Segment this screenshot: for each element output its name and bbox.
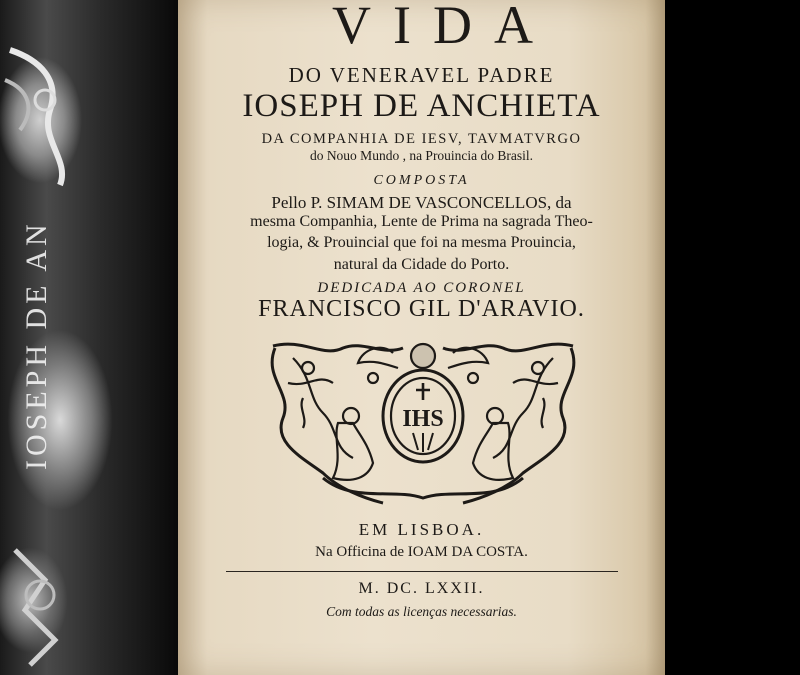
- author-line-2: mesma Companhia, Lente de Prima na sagrada Theo-: [250, 213, 593, 230]
- imprint-rule-divider: [226, 571, 618, 572]
- imprint-city: EM LISBOA.: [358, 520, 485, 539]
- author-line-1: Pello P. SIMAM DE VASCONCELLOS, da: [271, 193, 572, 212]
- imprint-printer: Na Officina de IOAM DA COSTA.: [315, 544, 528, 560]
- dedication-line-2: FRANCISCO GIL D'ARAVIO.: [258, 296, 585, 322]
- subtitle-line-1: DO VENERAVEL PADRE: [288, 63, 555, 87]
- subtitle-line-3: DA COMPANHIA DE IESV, TAVMATVRGO: [261, 131, 582, 147]
- author-line-3: logia, & Prouincial que foi na mesma Prouincia,: [267, 234, 576, 251]
- licenses-note: Com todas as licenças necessarias.: [326, 604, 517, 619]
- book-title: VIDA: [332, 0, 555, 55]
- right-black-background: [665, 0, 800, 675]
- spine-title-text: IOSEPH DE AN: [20, 220, 53, 470]
- subtitle-line-2: IOSEPH DE ANCHIETA: [242, 88, 601, 124]
- title-page: [178, 0, 665, 675]
- book-spine-background: [0, 0, 185, 675]
- subtitle-line-4: do Nouo Mundo , na Prouincia do Brasil.: [309, 148, 534, 163]
- spine-ornament-bottom: [0, 540, 90, 670]
- jesuit-emblem-woodcut: [263, 338, 583, 508]
- ihs-monogram: IHS: [402, 406, 444, 432]
- author-line-4: natural da Cidade do Porto.: [333, 256, 510, 273]
- imprint-year: M. DC. LXXII.: [358, 580, 485, 597]
- dedication-line-1: DEDICADA AO CORONEL: [317, 280, 526, 296]
- composta-label: COMPOSTA: [373, 173, 470, 188]
- spine-ornament-top: [0, 40, 90, 190]
